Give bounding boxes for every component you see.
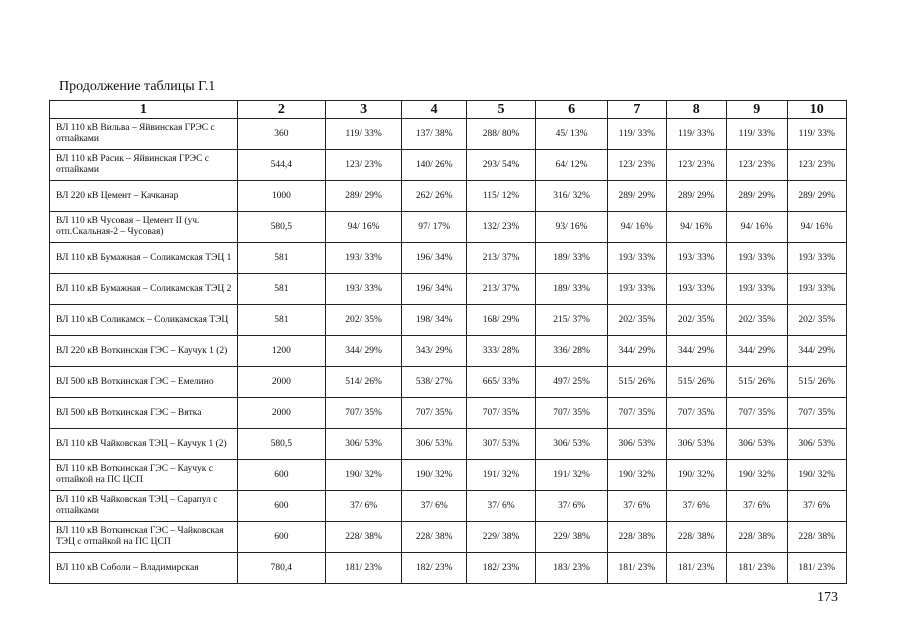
table-body [50, 119, 847, 584]
load-value-cell: 306/ 53% [325, 429, 401, 460]
load-value-cell: 193/ 33% [727, 243, 787, 274]
table-row [50, 336, 847, 367]
load-value-cell: 515/ 26% [787, 367, 847, 398]
table-row [50, 553, 847, 584]
column-header: 9 [727, 101, 787, 119]
load-value-cell: 213/ 37% [467, 274, 536, 305]
load-value-cell: 181/ 23% [727, 553, 787, 584]
load-value-cell: 289/ 29% [666, 181, 726, 212]
load-value-cell: 344/ 29% [325, 336, 401, 367]
load-value-cell: 193/ 33% [608, 274, 666, 305]
load-value-cell: 306/ 53% [666, 429, 726, 460]
column-header: 6 [536, 101, 608, 119]
load-value-cell: 64/ 12% [536, 150, 608, 181]
load-value-cell: 94/ 16% [727, 212, 787, 243]
line-name-cell: ВЛ 110 кВ Соликамск – Соликамская ТЭЦ [50, 305, 238, 336]
load-value-cell: 119/ 33% [787, 119, 847, 150]
load-value-cell: 289/ 29% [727, 181, 787, 212]
load-value-cell: 115/ 12% [467, 181, 536, 212]
table-row [50, 119, 847, 150]
line-name-cell: ВЛ 110 кВ Чайковская ТЭЦ – Каучук 1 (2) [50, 429, 238, 460]
line-name-cell: ВЛ 500 кВ Воткинская ГЭС – Емелино [50, 367, 238, 398]
load-value-cell: 37/ 6% [727, 491, 787, 522]
load-value-cell: 306/ 53% [536, 429, 608, 460]
load-value-cell: 123/ 23% [608, 150, 666, 181]
table-row [50, 460, 847, 491]
load-value-cell: 344/ 29% [666, 336, 726, 367]
table-row [50, 181, 847, 212]
load-value-cell: 228/ 38% [402, 522, 467, 553]
load-value-cell: 193/ 33% [608, 243, 666, 274]
capacity-cell: 2000 [237, 367, 325, 398]
column-header: 7 [608, 101, 666, 119]
column-header: 3 [325, 101, 401, 119]
load-value-cell: 202/ 35% [727, 305, 787, 336]
load-value-cell: 497/ 25% [536, 367, 608, 398]
line-name-cell: ВЛ 110 кВ Воткинская ГЭС – Каучук с отпайкой на ПС ЦСП [50, 460, 238, 491]
line-name-cell: ВЛ 110 кВ Бумажная – Соликамская ТЭЦ 1 [50, 243, 238, 274]
load-value-cell: 189/ 33% [536, 274, 608, 305]
table-row [50, 491, 847, 522]
load-value-cell: 193/ 33% [787, 274, 847, 305]
load-value-cell: 37/ 6% [467, 491, 536, 522]
line-name-cell: ВЛ 220 кВ Воткинская ГЭС – Каучук 1 (2) [50, 336, 238, 367]
capacity-cell: 581 [237, 305, 325, 336]
load-value-cell: 306/ 53% [787, 429, 847, 460]
load-value-cell: 229/ 38% [536, 522, 608, 553]
load-value-cell: 344/ 29% [787, 336, 847, 367]
load-value-cell: 123/ 23% [325, 150, 401, 181]
load-value-cell: 193/ 33% [325, 243, 401, 274]
load-value-cell: 707/ 35% [325, 398, 401, 429]
load-value-cell: 289/ 29% [787, 181, 847, 212]
data-table [49, 100, 847, 584]
line-name-cell: ВЛ 220 кВ Цемент – Качканар [50, 181, 238, 212]
load-value-cell: 707/ 35% [608, 398, 666, 429]
load-value-cell: 190/ 32% [787, 460, 847, 491]
load-value-cell: 190/ 32% [608, 460, 666, 491]
load-value-cell: 37/ 6% [608, 491, 666, 522]
load-value-cell: 94/ 16% [787, 212, 847, 243]
load-value-cell: 181/ 23% [666, 553, 726, 584]
load-value-cell: 37/ 6% [325, 491, 401, 522]
load-value-cell: 37/ 6% [787, 491, 847, 522]
capacity-cell: 1200 [237, 336, 325, 367]
table-caption: Продолжение таблицы Г.1 [59, 79, 216, 94]
line-name-cell: ВЛ 110 кВ Соболи – Владимирская [50, 553, 238, 584]
load-value-cell: 37/ 6% [402, 491, 467, 522]
table-row [50, 398, 847, 429]
load-value-cell: 191/ 32% [467, 460, 536, 491]
table-row [50, 522, 847, 553]
column-header: 1 [50, 101, 238, 119]
load-value-cell: 228/ 38% [666, 522, 726, 553]
load-value-cell: 333/ 28% [467, 336, 536, 367]
capacity-cell: 780,4 [237, 553, 325, 584]
load-value-cell: 196/ 34% [402, 243, 467, 274]
page-number: 173 [817, 590, 838, 605]
load-value-cell: 515/ 26% [727, 367, 787, 398]
load-value-cell: 94/ 16% [666, 212, 726, 243]
load-value-cell: 123/ 23% [666, 150, 726, 181]
load-value-cell: 119/ 33% [666, 119, 726, 150]
load-value-cell: 190/ 32% [402, 460, 467, 491]
load-value-cell: 707/ 35% [536, 398, 608, 429]
load-value-cell: 182/ 23% [467, 553, 536, 584]
load-value-cell: 228/ 38% [727, 522, 787, 553]
capacity-cell: 544,4 [237, 150, 325, 181]
load-value-cell: 307/ 53% [467, 429, 536, 460]
load-value-cell: 97/ 17% [402, 212, 467, 243]
load-value-cell: 538/ 27% [402, 367, 467, 398]
load-value-cell: 344/ 29% [727, 336, 787, 367]
table-row [50, 150, 847, 181]
load-value-cell: 198/ 34% [402, 305, 467, 336]
load-value-cell: 181/ 23% [325, 553, 401, 584]
capacity-cell: 580,5 [237, 429, 325, 460]
table-row [50, 305, 847, 336]
load-value-cell: 183/ 23% [536, 553, 608, 584]
load-value-cell: 344/ 29% [608, 336, 666, 367]
load-value-cell: 45/ 13% [536, 119, 608, 150]
load-value-cell: 293/ 54% [467, 150, 536, 181]
load-value-cell: 191/ 32% [536, 460, 608, 491]
table-row [50, 274, 847, 305]
column-header: 8 [666, 101, 726, 119]
load-value-cell: 215/ 37% [536, 305, 608, 336]
load-value-cell: 228/ 38% [325, 522, 401, 553]
load-value-cell: 288/ 80% [467, 119, 536, 150]
load-value-cell: 193/ 33% [325, 274, 401, 305]
load-value-cell: 193/ 33% [787, 243, 847, 274]
line-name-cell: ВЛ 110 кВ Чусовая – Цемент II (уч. отп.Скальная-2 – Чусовая) [50, 212, 238, 243]
load-value-cell: 289/ 29% [608, 181, 666, 212]
load-value-cell: 202/ 35% [666, 305, 726, 336]
load-value-cell: 189/ 33% [536, 243, 608, 274]
load-value-cell: 202/ 35% [325, 305, 401, 336]
load-value-cell: 123/ 23% [727, 150, 787, 181]
load-value-cell: 228/ 38% [787, 522, 847, 553]
load-value-cell: 707/ 35% [402, 398, 467, 429]
load-value-cell: 316/ 32% [536, 181, 608, 212]
load-value-cell: 190/ 32% [325, 460, 401, 491]
line-name-cell: ВЛ 110 кВ Вильва – Яйвинская ГРЭС с отпайками [50, 119, 238, 150]
capacity-cell: 600 [237, 522, 325, 553]
line-name-cell: ВЛ 500 кВ Воткинская ГЭС – Вятка [50, 398, 238, 429]
load-value-cell: 289/ 29% [325, 181, 401, 212]
load-value-cell: 37/ 6% [666, 491, 726, 522]
column-header: 4 [402, 101, 467, 119]
capacity-cell: 581 [237, 274, 325, 305]
table-row [50, 243, 847, 274]
capacity-cell: 2000 [237, 398, 325, 429]
capacity-cell: 600 [237, 491, 325, 522]
capacity-cell: 1000 [237, 181, 325, 212]
load-value-cell: 193/ 33% [666, 243, 726, 274]
load-value-cell: 213/ 37% [467, 243, 536, 274]
load-value-cell: 515/ 26% [608, 367, 666, 398]
load-value-cell: 515/ 26% [666, 367, 726, 398]
column-header: 2 [237, 101, 325, 119]
table-row [50, 367, 847, 398]
header-row [50, 101, 847, 119]
load-value-cell: 665/ 33% [467, 367, 536, 398]
load-value-cell: 193/ 33% [666, 274, 726, 305]
load-value-cell: 94/ 16% [608, 212, 666, 243]
load-value-cell: 182/ 23% [402, 553, 467, 584]
load-value-cell: 168/ 29% [467, 305, 536, 336]
load-value-cell: 119/ 33% [608, 119, 666, 150]
load-value-cell: 119/ 33% [727, 119, 787, 150]
load-value-cell: 306/ 53% [727, 429, 787, 460]
load-value-cell: 193/ 33% [727, 274, 787, 305]
load-value-cell: 190/ 32% [727, 460, 787, 491]
load-value-cell: 707/ 35% [787, 398, 847, 429]
load-value-cell: 228/ 38% [608, 522, 666, 553]
load-value-cell: 181/ 23% [787, 553, 847, 584]
load-value-cell: 119/ 33% [325, 119, 401, 150]
load-value-cell: 93/ 16% [536, 212, 608, 243]
load-value-cell: 94/ 16% [325, 212, 401, 243]
line-name-cell: ВЛ 110 кВ Бумажная – Соликамская ТЭЦ 2 [50, 274, 238, 305]
load-value-cell: 140/ 26% [402, 150, 467, 181]
load-value-cell: 306/ 53% [402, 429, 467, 460]
column-header: 10 [787, 101, 847, 119]
load-value-cell: 514/ 26% [325, 367, 401, 398]
load-value-cell: 306/ 53% [608, 429, 666, 460]
load-value-cell: 190/ 32% [666, 460, 726, 491]
line-name-cell: ВЛ 110 кВ Расик – Яйвинская ГРЭС с отпайками [50, 150, 238, 181]
load-value-cell: 132/ 23% [467, 212, 536, 243]
load-value-cell: 196/ 34% [402, 274, 467, 305]
load-value-cell: 229/ 38% [467, 522, 536, 553]
load-value-cell: 202/ 35% [787, 305, 847, 336]
column-header: 5 [467, 101, 536, 119]
table-row [50, 212, 847, 243]
capacity-cell: 600 [237, 460, 325, 491]
capacity-cell: 580,5 [237, 212, 325, 243]
capacity-cell: 360 [237, 119, 325, 150]
load-value-cell: 137/ 38% [402, 119, 467, 150]
load-value-cell: 707/ 35% [666, 398, 726, 429]
load-value-cell: 37/ 6% [536, 491, 608, 522]
line-name-cell: ВЛ 110 кВ Чайковская ТЭЦ – Сарапул с отпайками [50, 491, 238, 522]
load-value-cell: 343/ 29% [402, 336, 467, 367]
load-value-cell: 262/ 26% [402, 181, 467, 212]
load-value-cell: 123/ 23% [787, 150, 847, 181]
load-value-cell: 336/ 28% [536, 336, 608, 367]
load-value-cell: 707/ 35% [727, 398, 787, 429]
capacity-cell: 581 [237, 243, 325, 274]
load-value-cell: 202/ 35% [608, 305, 666, 336]
load-value-cell: 707/ 35% [467, 398, 536, 429]
table-row [50, 429, 847, 460]
line-name-cell: ВЛ 110 кВ Воткинская ГЭС – Чайковская ТЭЦ с отпайкой на ПС ЦСП [50, 522, 238, 553]
load-value-cell: 181/ 23% [608, 553, 666, 584]
